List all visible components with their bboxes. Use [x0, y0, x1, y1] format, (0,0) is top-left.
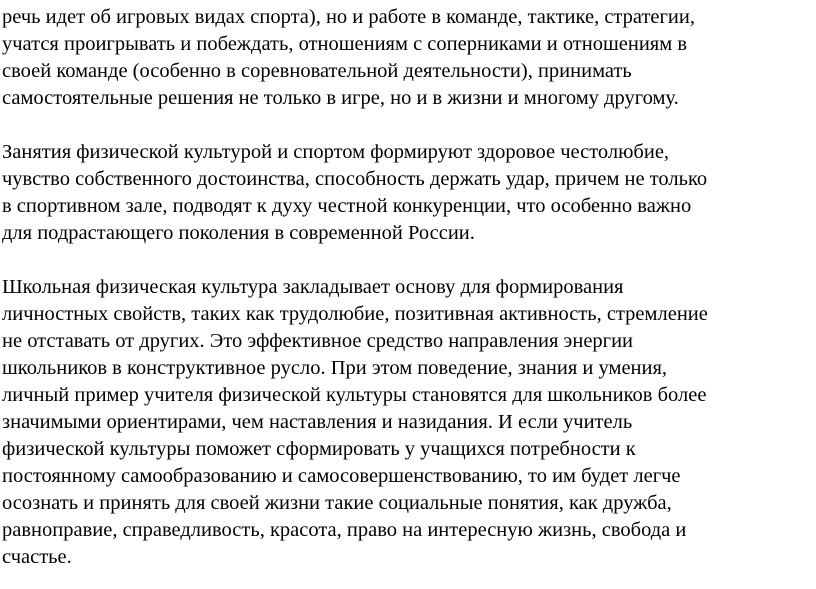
text-line: своей команде (особенно в соревновательной деятельности), принимать	[2, 60, 632, 82]
text-line: школьников в конструктивное русло. При этом поведение, знания и умения,	[2, 357, 668, 379]
text-line: в спортивном зале, подводят к духу честной конкуренции, что особенно важно	[2, 195, 692, 217]
text-line: Занятия физической культурой и спортом формируют здоровое честолюбие,	[2, 141, 670, 163]
paragraph-3	[2, 274, 816, 571]
text-line: самостоятельные решения не только в игре, но и в жизни и многому другому.	[2, 87, 679, 109]
text-line: равноправие, справедливость, красота, право на интересную жизнь, свобода и	[2, 519, 687, 541]
text-line: не отставать от других. Это эффективное средство направления энергии	[2, 330, 634, 352]
text-line: Школьная физическая культура закладывает основу для формирования	[2, 276, 624, 298]
text-line: значимыми ориентирами, чем наставления и назидания. И если учитель	[2, 411, 633, 433]
text-line: чувство собственного достоинства, способность держать удар, причем не только	[2, 168, 708, 190]
text-line: осознать и принять для своей жизни такие социальные понятия, как дружба,	[2, 492, 672, 514]
paragraph-1	[2, 4, 816, 112]
text-line: учатся проигрывать и побеждать, отношениям с соперниками и отношениям в	[2, 33, 688, 55]
text-line: физической культуры поможет сформировать у учащихся потребности к	[2, 438, 636, 460]
text-line: личный пример учителя физической культуры становятся для школьников более	[2, 384, 707, 406]
text-line: для подрастающего поколения в современной России.	[2, 222, 475, 244]
paragraph-2	[2, 139, 816, 247]
text-line: постоянному самообразованию и самосовершенствованию, то им будет легче	[2, 465, 681, 487]
text-line: личностных свойств, таких как трудолюбие, позитивная активность, стремление	[2, 303, 708, 325]
text-line: счастье.	[2, 546, 72, 568]
text-line: речь идет об игровых видах спорта), но и работе в команде, тактике, стратегии,	[2, 6, 695, 28]
